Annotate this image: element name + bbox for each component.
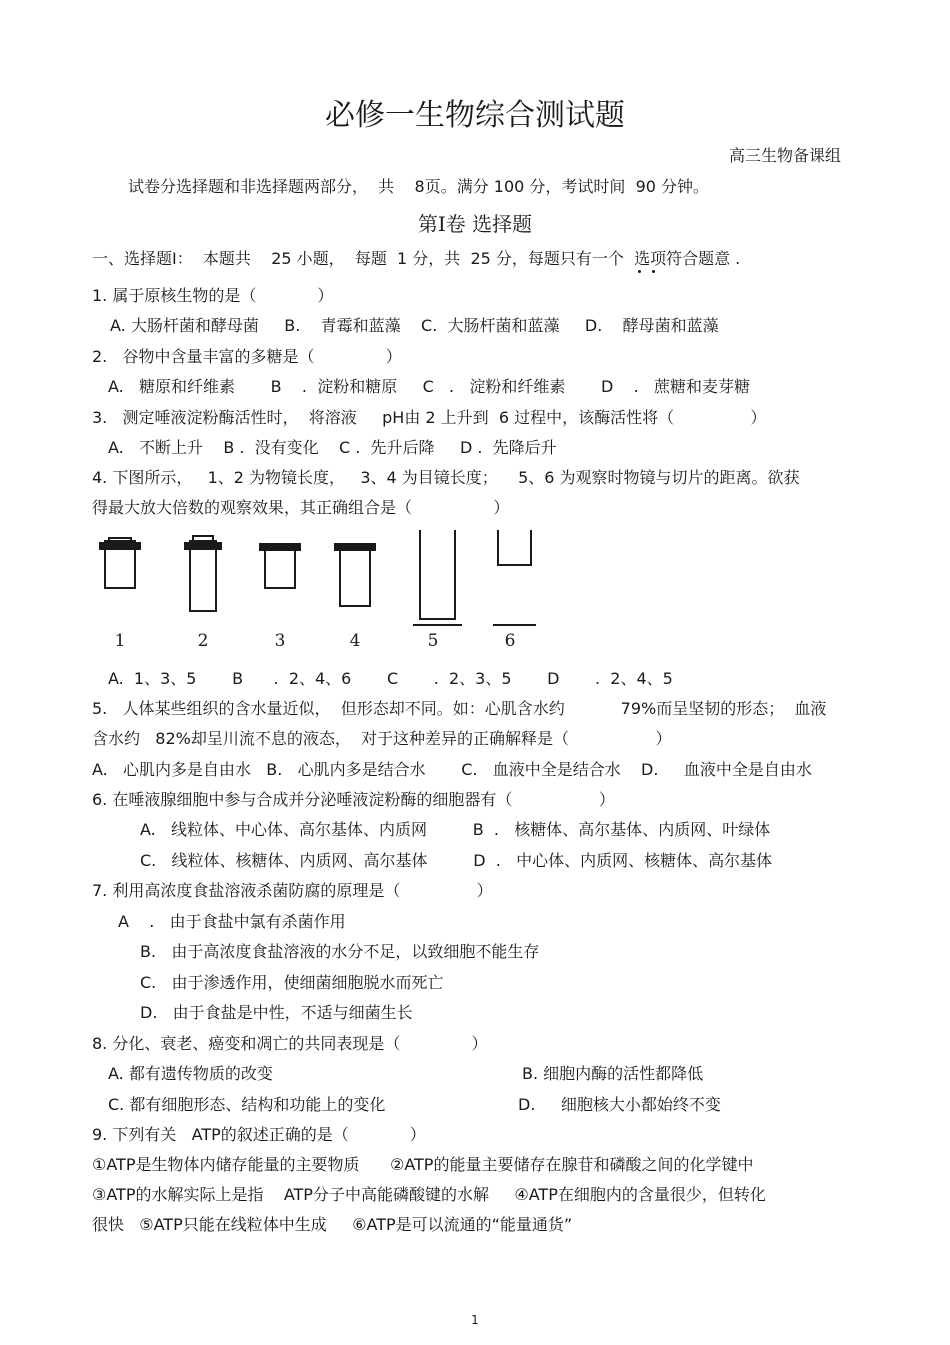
- question-7-option-d: D. 由于食盐是中性，不适与细菌生长: [140, 1003, 413, 1022]
- question-1-options: A. 大肠杆菌和酵母菌 B. 青霉和蓝藻 C. 大肠杆菌和蓝藻 D. 酵母菌和蓝藻: [110, 316, 719, 335]
- question-8-option-a: A. 都有遗传物质的改变: [108, 1064, 273, 1083]
- slide-distance-6: [493, 530, 536, 625]
- question-3-options: A. 不断上升 B . 没有变化 C . 先升后降 D . 先降后升: [108, 438, 557, 457]
- question-8-option-b: B. 细胞内酶的活性都降低: [522, 1064, 704, 1083]
- question-7-option-a: A . 由于食盐中氯有杀菌作用: [118, 912, 346, 931]
- question-2-stem: 2. 谷物中含量丰富的多糖是（ ）: [92, 347, 402, 366]
- question-5-stem: 5. 人体某些组织的含水量近似， 但形态却不同。如：心肌含水约 79%而呈坚韧的形态； 血液: [92, 699, 827, 718]
- question-3-stem: 3. 测定唾液淀粉酶活性时， 将溶液 pH由 2 上升到 6 过程中，该酶活性将（ ）: [92, 408, 767, 427]
- eyepiece-lens-3: [260, 544, 300, 588]
- eyepiece-lens-4: [335, 544, 375, 606]
- question-5-stem-cont: 含水约 82%却呈川流不息的液态， 对于这种差异的正确解释是（ ）: [92, 729, 672, 748]
- question-7-option-b: B. 由于高浓度食盐溶液的水分不足，以致细胞不能生存: [140, 942, 540, 961]
- figure-label-4: 4: [349, 631, 361, 651]
- question-6-options-ab: A. 线粒体、中心体、高尔基体、内质网 B . 核糖体、高尔基体、内质网、叶绿体: [140, 820, 771, 839]
- question-9-stem: 9. 下列有关 ATP的叙述正确的是（ ）: [92, 1125, 426, 1144]
- question-6-stem: 6. 在唾液腺细胞中参与合成并分泌唾液淀粉酶的细胞器有（ ）: [92, 790, 615, 809]
- section-heading: 第Ⅰ卷 选择题: [417, 212, 533, 236]
- question-4-options: A. 1、3、5 B . 2、4、6 C . 2、3、5 D . 2、4、5: [108, 669, 673, 688]
- figure-label-2: 2: [197, 631, 209, 651]
- objective-lens-2: [185, 536, 221, 611]
- figure-label-6: 6: [504, 631, 516, 651]
- question-5-options: A. 心肌内多是自由水 B. 心肌内多是结合水 C. 血液中全是结合水 D. 血液中全是自由水: [92, 760, 812, 779]
- question-8-option-c: C. 都有细胞形态、结构和功能上的变化: [108, 1095, 386, 1114]
- question-9-statements-1: ①ATP是生物体内储存能量的主要物质 ②ATP的能量主要储存在腺苷和磷酸之间的化学键中: [92, 1155, 754, 1174]
- page-title: 必修一生物综合测试题: [325, 98, 625, 133]
- lens-figure: [95, 525, 555, 653]
- instruction-line: 一、选择题Ⅰ： 本题共 25 小题， 每题 1 分，共 25 分，每题只有一个 选项符合题意 .: [92, 249, 741, 268]
- question-8-stem: 8. 分化、衰老、癌变和凋亡的共同表现是（ ）: [92, 1034, 488, 1053]
- question-7-option-c: C. 由于渗透作用，使细菌细胞脱水而死亡: [140, 973, 444, 992]
- question-4-stem-cont: 得最大放大倍数的观察效果，其正确组合是（ ）: [92, 498, 510, 517]
- question-4-stem: 4. 下图所示， 1、2 为物镜长度， 3、4 为目镜长度； 5、6 为观察时物镜与切片的距离。欲获: [92, 468, 800, 487]
- question-2-options: A. 糖原和纤维素 B . 淀粉和糖原 C . 淀粉和纤维素 D . 蔗糖和麦芽糖: [108, 377, 751, 396]
- question-7-stem: 7. 利用高浓度食盐溶液杀菌防腐的原理是（ ）: [92, 881, 493, 900]
- emphasis-dot: [652, 270, 655, 273]
- emphasis-dot: [638, 270, 641, 273]
- question-8-option-d: D. 细胞核大小都始终不变: [518, 1095, 721, 1114]
- figure-label-5: 5: [427, 631, 439, 651]
- question-1-stem: 1. 属于原核生物的是（ ）: [92, 286, 334, 305]
- author-line: 高三生物备课组: [729, 146, 842, 165]
- page-number: 1: [471, 1313, 479, 1327]
- question-9-statements-2: ③ATP的水解实际上是指 ATP分子中高能磷酸键的水解 ④ATP在细胞内的含量很少，但转化: [92, 1185, 766, 1204]
- question-9-statements-3: 很快 ⑤ATP只能在线粒体中生成 ⑥ATP是可以流通的“能量通货”: [92, 1215, 573, 1234]
- figure-label-3: 3: [274, 631, 286, 651]
- objective-lens-1: [100, 538, 140, 588]
- intro-line: 试卷分选择题和非选择题两部分， 共 8页。满分 100 分，考试时间 90 分钟。: [128, 177, 710, 196]
- figure-label-1: 1: [114, 631, 126, 651]
- slide-distance-5: [413, 530, 462, 625]
- question-6-options-cd: C. 线粒体、核糖体、内质网、高尔基体 D . 中心体、内质网、核糖体、高尔基体: [140, 851, 773, 870]
